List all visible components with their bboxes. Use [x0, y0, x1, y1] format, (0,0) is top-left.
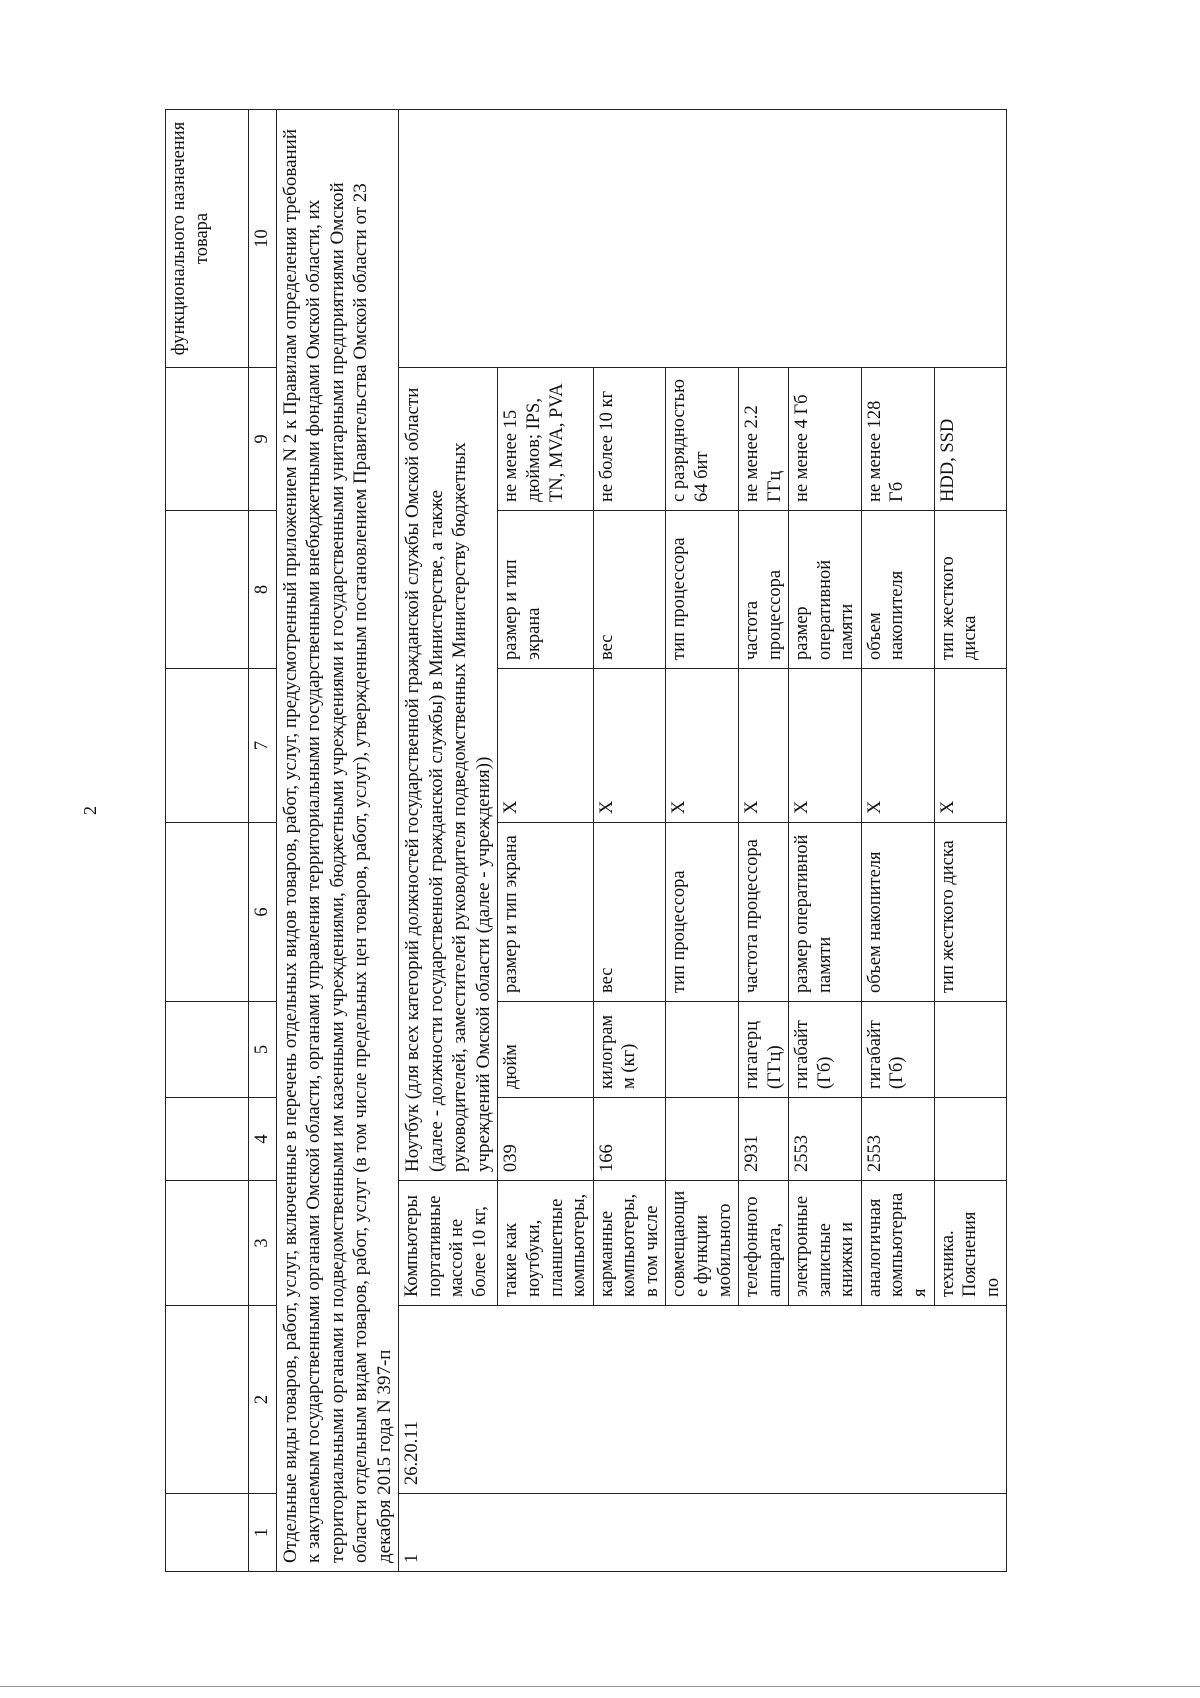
okei-code: 2553 — [789, 1098, 862, 1181]
value-col7: Х — [593, 669, 666, 823]
value-col9: HDD, SSD — [934, 368, 1007, 511]
item-number: 1 — [399, 1494, 1007, 1572]
column-number: 10 — [249, 110, 277, 368]
header-cell — [166, 823, 249, 1002]
header-cell — [166, 1181, 249, 1306]
unit-name: гигабайт (Гб) — [861, 1002, 934, 1098]
unit-name: гигагерц (ГГц) — [739, 1002, 789, 1098]
okei-code — [666, 1098, 739, 1181]
okei-code — [934, 1098, 1007, 1181]
column-numbers-row — [249, 110, 277, 1572]
item-okpd-code: 26.20.11 — [399, 1306, 1007, 1494]
value-col7: Х — [789, 669, 862, 823]
rotated-table-container — [165, 110, 1200, 1572]
value-col9: не более 10 кг — [593, 368, 666, 511]
item-name-part: совмещающие функции мобильного — [666, 1181, 739, 1306]
characteristic: вес — [593, 823, 666, 1002]
item-name-part: аналогичная компьютерная — [861, 1181, 934, 1306]
characteristic-col8: тип процессора — [666, 511, 739, 669]
okei-code: 039 — [498, 1098, 593, 1181]
header-cell — [166, 669, 249, 823]
scan-edge-line — [0, 1686, 1200, 1687]
column-number: 5 — [249, 1002, 277, 1098]
value-col9: не менее 15 дюймов; IPS, TN, MVA, PVA — [498, 368, 593, 511]
characteristic: объем накопителя — [861, 823, 934, 1002]
value-col9: не менее 4 Гб — [789, 368, 862, 511]
header-cell — [166, 1002, 249, 1098]
characteristic-col8: размер и тип экрана — [498, 511, 593, 669]
section-heading: Отдельные виды товаров, работ, услуг, включенные в перечень отдельных видов товаров, работ, услуг, предусмотренный приложением N 2 к Правилам определения требований к закупаемым государственными органами Омской области, органами управления территориальными государственными внебюджетными фондами Омской области, их территориальными органами и подведомственными им казенными учреждениями, бюджетными учреждениями и государственными унитарными предприятиями Омской области отдельным видам товаров, работ, услуг (в том числе предельных цен товаров, работ, услуг), утвержденным постановлением Правительства Омской области от 23 декабря 2015 года N 397-п — [276, 110, 399, 1572]
characteristic: частота процессора — [739, 823, 789, 1002]
item-name-part: карманные компьютеры, в том числе — [593, 1181, 666, 1306]
section-heading-row — [276, 110, 399, 1572]
header-col10-title: функционального назначения товара — [166, 110, 249, 368]
characteristic: размер оперативной памяти — [789, 823, 862, 1002]
column-number: 4 — [249, 1098, 277, 1181]
item-category: Ноутбук (для всех категорий должностей государственной гражданской службы Омской области (далее - должности государственной гражданской службы) в Министерстве, а также руководителей, заместителей руководителя подведомственных Министерству бюджетных учреждений Омской области (далее - учреждения)) — [399, 368, 498, 1181]
characteristic-col8: объем накопителя — [861, 511, 934, 669]
unit-name — [666, 1002, 739, 1098]
column-number: 1 — [249, 1494, 277, 1572]
page-number: 2 — [80, 806, 100, 815]
characteristic: тип жесткого диска — [934, 823, 1007, 1002]
column-number: 2 — [249, 1306, 277, 1494]
characteristic-col8: частота процессора — [739, 511, 789, 669]
item-category-row — [399, 110, 498, 1572]
header-cell — [166, 511, 249, 669]
value-col9: с разрядностью 64 бит — [666, 368, 739, 511]
requirements-table — [165, 109, 1007, 1572]
characteristic: тип процессора — [666, 823, 739, 1002]
unit-name: килограмм (кг) — [593, 1002, 666, 1098]
item-name-part: Компьютеры портативные массой не более 10 кг, — [399, 1181, 498, 1306]
column-number: 7 — [249, 669, 277, 823]
characteristic-col8: вес — [593, 511, 666, 669]
column-number: 6 — [249, 823, 277, 1002]
okei-code: 166 — [593, 1098, 666, 1181]
column-number: 3 — [249, 1181, 277, 1306]
characteristic-col8: размер оперативной памяти — [789, 511, 862, 669]
value-col9: не менее 128 Гб — [861, 368, 934, 511]
characteristic-col8: тип жесткого диска — [934, 511, 1007, 669]
item-name-part: такие как ноутбуки, планшетные компьютеры, — [498, 1181, 593, 1306]
value-col7: Х — [498, 669, 593, 823]
header-cell — [166, 1494, 249, 1572]
unit-name — [934, 1002, 1007, 1098]
unit-name: дюйм — [498, 1002, 593, 1098]
header-cell — [166, 368, 249, 511]
value-col7: Х — [934, 669, 1007, 823]
col10-blank — [399, 110, 1007, 368]
okei-code: 2553 — [861, 1098, 934, 1181]
item-name-part: электронные записные книжки и — [789, 1181, 862, 1306]
unit-name: гигабайт (Гб) — [789, 1002, 862, 1098]
value-col9: не менее 2.2 ГГц — [739, 368, 789, 511]
item-name-part: техника. Пояснения по — [934, 1181, 1007, 1306]
value-col7: Х — [666, 669, 739, 823]
characteristic: размер и тип экрана — [498, 823, 593, 1002]
column-number: 8 — [249, 511, 277, 669]
value-col7: Х — [739, 669, 789, 823]
header-cell — [166, 1306, 249, 1494]
item-name-part: телефонного аппарата, — [739, 1181, 789, 1306]
column-number: 9 — [249, 368, 277, 511]
okei-code: 2931 — [739, 1098, 789, 1181]
header-row — [166, 110, 249, 1572]
value-col7: Х — [861, 669, 934, 823]
header-cell — [166, 1098, 249, 1181]
